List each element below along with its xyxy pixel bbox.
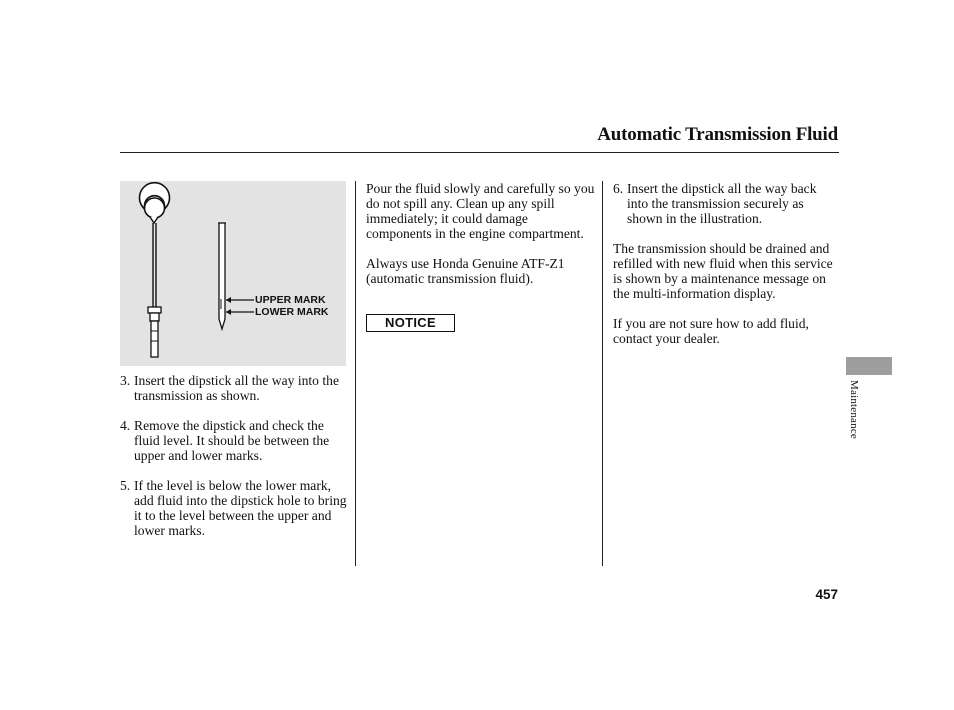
column-divider-1: [355, 181, 356, 566]
upper-mark-label: UPPER MARK: [255, 294, 326, 306]
column-divider-2: [602, 181, 603, 566]
page-title: Automatic Transmission Fluid: [597, 124, 838, 145]
title-rule: [120, 152, 839, 153]
contact-dealer-paragraph: If you are not sure how to add fluid, contact your dealer.: [613, 316, 809, 346]
step-6: 6. Insert the dipstick all the way back into the transmission securely as shown in the illustration.: [613, 181, 817, 226]
pour-slowly-paragraph: Pour the fluid slowly and carefully so you do not spill any. Clean up any spill immediately; it could damage components in the engine compartment.: [366, 181, 595, 241]
page-number: 457: [815, 587, 838, 602]
middle-column: [366, 181, 596, 301]
right-column: [613, 181, 841, 361]
drain-refill-paragraph: The transmission should be drained and refilled with new fluid when this service is shown by a maintenance message on the multi-information display.: [613, 241, 833, 301]
left-column: [120, 373, 348, 553]
step-5: 5. If the level is below the lower mark, add fluid into the dipstick hole to bring it to the level between the upper and lower marks.: [120, 478, 347, 538]
step-4: 4. Remove the dipstick and check the fluid level. It should be between the upper and lower marks.: [120, 418, 330, 463]
notice-box: NOTICE: [366, 314, 455, 332]
lower-mark-label: LOWER MARK: [255, 306, 329, 318]
section-tab: [846, 357, 892, 375]
atf-paragraph: Always use Honda Genuine ATF-Z1 (automatic transmission fluid).: [366, 256, 565, 286]
dipstick-illustration: [120, 181, 346, 366]
section-label: Maintenance: [848, 380, 860, 440]
dipstick-drawing: [120, 181, 346, 366]
step-3: 3. Insert the dipstick all the way into the transmission as shown.: [120, 373, 339, 403]
